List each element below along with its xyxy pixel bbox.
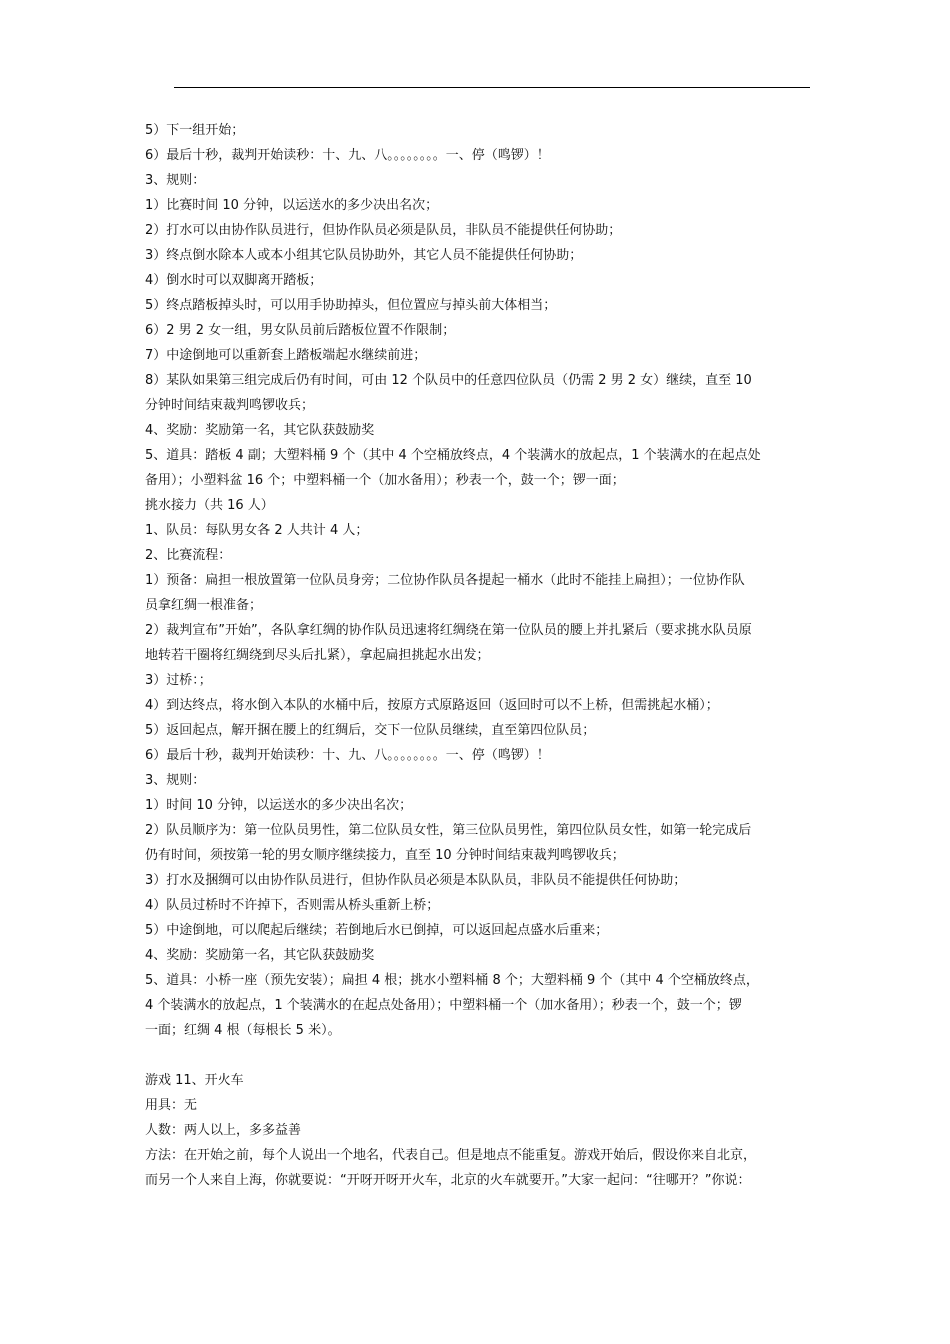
text-line: 备用）；小塑料盆 16 个；中塑料桶一个（加水备用）；秒表一个，鼓一个；锣一面； <box>145 473 625 488</box>
text-line: 4）队员过桥时不许掉下，否则需从桥头重新上桥； <box>145 898 440 913</box>
text-line: 2）裁判宣布”开始”，各队拿红绸的协作队员迅速将红绸绕在第一位队员的腰上并扎紧后（要求挑水队员原 <box>145 623 752 638</box>
train-game-section <box>145 1068 810 1193</box>
text-line: 地转若干圈将红绸绕到尽头后扎紧），拿起扁担挑起水出发； <box>145 648 490 663</box>
text-line: 6）2 男 2 女一组，男女队员前后踏板位置不作限制； <box>145 323 456 338</box>
text-line: 一面；红绸 4 根（每根长 5 米）。 <box>145 1023 341 1038</box>
text-line: 用具：无 <box>145 1098 198 1113</box>
text-line: 5、道具：踏板 4 副；大塑料桶 9 个（其中 4 个空桶放终点，4 个装满水的放起点，1 个装满水的在起点处 <box>145 448 761 463</box>
text-line: 1、队员：每队男女各 2 人共计 4 人； <box>145 523 369 538</box>
text-line: 方法：在开始之前，每个人说出一个地名，代表自己。但是地点不能重复。游戏开始后，假设你来自北京， <box>145 1148 757 1163</box>
text-line: 挑水接力（共 16 人） <box>145 498 274 513</box>
text-line: 7）中途倒地可以重新套上踏板端起水继续前进； <box>145 348 427 363</box>
text-line: 3）过桥：； <box>145 673 212 688</box>
text-line: 6）最后十秒，裁判开始读秒：十、九、八。。。。。。。。一、停（鸣锣）！ <box>145 148 550 163</box>
text-line: 仍有时间，须按第一轮的男女顺序继续接力，直至 10 分钟时间结束裁判鸣锣收兵； <box>145 848 625 863</box>
text-line: 1）时间 10 分钟，以运送水的多少决出名次； <box>145 798 413 813</box>
text-line: 3）终点倒水除本人或本小组其它队员协助外，其它人员不能提供任何协助； <box>145 248 583 263</box>
text-line: 5）中途倒地，可以爬起后继续；若倒地后水已倒掉，可以返回起点盛水后重来； <box>145 923 609 938</box>
text-line: 8）某队如果第三组完成后仍有时间，可由 12 个队员中的任意四位队员（仍需 2 男 2 女）继续，直至 10 <box>145 373 752 388</box>
text-line: 4、奖励：奖励第一名，其它队获鼓励奖 <box>145 423 375 438</box>
text-line: 3、规则： <box>145 173 206 188</box>
text-line: 而另一个人来自上海，你就要说：“开呀开呀开火车，北京的火车就要开。”大家一起问：“往哪开？”你说： <box>145 1173 751 1188</box>
text-line: 4 个装满水的放起点，1 个装满水的在起点处备用）；中塑料桶一个（加水备用）；秒表一个，鼓一个；锣 <box>145 998 742 1013</box>
text-line: 5）下一组开始； <box>145 123 245 138</box>
text-line: 2）打水可以由协作队员进行，但协作队员必须是队员，非队员不能提供任何协助； <box>145 223 622 238</box>
text-line: 2、比赛流程： <box>145 548 232 563</box>
text-line: 人数：两人以上，多多益善 <box>145 1123 302 1138</box>
text-line: 5）终点踏板掉头时，可以用手协助掉头，但位置应与掉头前大体相当； <box>145 298 557 313</box>
text-line: 6）最后十秒，裁判开始读秒：十、九、八。。。。。。。。一、停（鸣锣）！ <box>145 748 550 763</box>
text-line: 2）队员顺序为：第一位队员男性，第二位队员女性，第三位队员男性，第四位队员女性，如第一轮完成后 <box>145 823 752 838</box>
text-line: 4）到达终点，将水倒入本队的水桶中后，按原方式原路返回（返回时可以不上桥，但需挑起水桶）； <box>145 698 719 713</box>
text-line: 1）预备：扁担一根放置第一位队员身旁；二位协作队员各提起一桶水（此时不能挂上扁担）；一位协作队 <box>145 573 745 588</box>
water-relay-section <box>145 118 810 1043</box>
text-line: 分钟时间结束裁判鸣锣收兵； <box>145 398 315 413</box>
text-line: 员拿红绸一根准备； <box>145 598 263 613</box>
text-line: 4、奖励：奖励第一名，其它队获鼓励奖 <box>145 948 375 963</box>
document-body <box>145 118 810 1193</box>
header-rule <box>174 87 810 88</box>
text-line: 游戏 11、开火车 <box>145 1073 244 1088</box>
text-line: 5）返回起点，解开捆在腰上的红绸后，交下一位队员继续，直至第四位队员； <box>145 723 596 738</box>
text-line: 3、规则： <box>145 773 206 788</box>
text-line: 5、道具：小桥一座（预先安装）；扁担 4 根；挑水小塑料桶 8 个；大塑料桶 9 个（其中 4 个空桶放终点， <box>145 973 759 988</box>
text-line: 4）倒水时可以双脚离开踏板； <box>145 273 323 288</box>
text-line: 3）打水及捆绸可以由协作队员进行，但协作队员必须是本队队员，非队员不能提供任何协助； <box>145 873 687 888</box>
paragraph-gap <box>145 1043 810 1068</box>
text-line: 1）比赛时间 10 分钟，以运送水的多少决出名次； <box>145 198 439 213</box>
